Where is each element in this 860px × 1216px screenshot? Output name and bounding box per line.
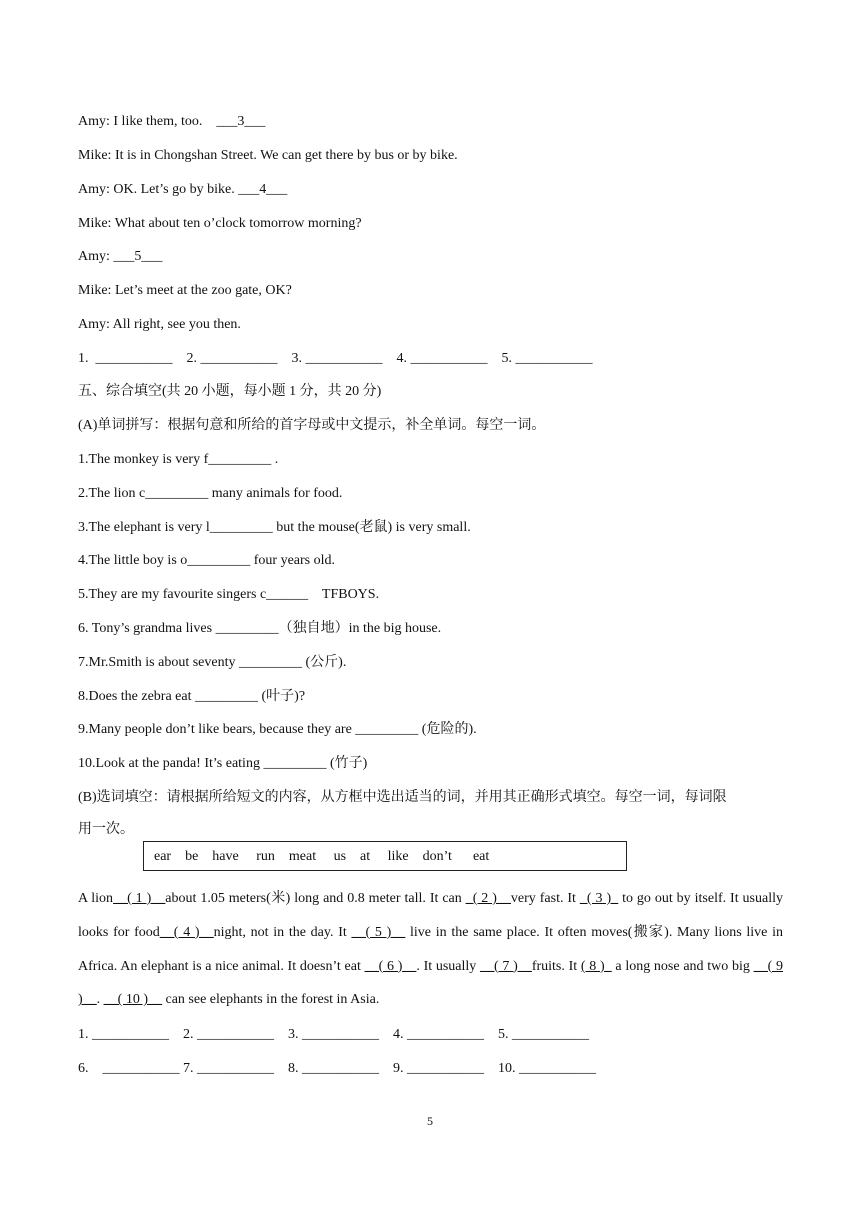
page-number: 5 xyxy=(427,1114,433,1128)
blank-10: __( 10 )__ xyxy=(103,992,162,1008)
list-item: 6. Tony’s grandma lives _________（独自地）in the big house. xyxy=(78,621,442,636)
section-five-title: 五、综合填空(共 20 小题，每小题 1 分，共 20 分) xyxy=(78,384,382,399)
passage-text: can see elephants in the forest in Asia. xyxy=(162,992,380,1008)
blank-4: __( 4 )__ xyxy=(159,924,214,940)
part-a-instruction: (A)单词拼写：根据句意和所给的首字母或中文提示，补全单词。每空一词。 xyxy=(78,418,546,433)
answer-blanks-b-row2: 6. ___________ 7. ___________ 8. ___________ 9. ___________ 10. ___________ xyxy=(78,1061,596,1076)
dialogue-line: Amy: ___5___ xyxy=(78,249,163,264)
blank-9: __( 9 )__ xyxy=(78,958,783,1008)
list-item: 3.The elephant is very l_________ but the mouse(老鼠) is very small. xyxy=(78,520,471,535)
answer-blanks-b-row1: 1. ___________ 2. ___________ 3. ___________ 4. ___________ 5. ___________ xyxy=(78,1027,589,1042)
word-box xyxy=(143,841,627,871)
list-item: 5.They are my favourite singers c______ TFBOYS. xyxy=(78,587,380,602)
blank-5: __( 5 )__ xyxy=(351,924,406,940)
part-b-instruction: (B)选词填空：请根据所给短文的内容，从方框中选出适当的词，并用其正确形式填空。每空一词，每词限 xyxy=(78,790,727,805)
dialogue-line: Mike: Let’s meet at the zoo gate, OK? xyxy=(78,283,292,298)
list-item: 8.Does the zebra eat _________ (叶子)? xyxy=(78,689,306,704)
blank-2: _( 2 )__ xyxy=(465,891,511,906)
dialogue-line: Amy: OK. Let’s go by bike. ___4___ xyxy=(78,182,288,197)
blank-7: __( 7 )__ xyxy=(480,958,532,974)
passage-text: fruits. It xyxy=(531,958,581,974)
passage-text: night, not in the day. It xyxy=(213,924,352,940)
dialogue-line: Amy: I like them, too. ___3___ xyxy=(78,114,266,129)
passage-text: A lion xyxy=(78,891,114,906)
passage-text: very fast. It xyxy=(510,891,580,906)
list-item: 10.Look at the panda! It’s eating _________ (竹子) xyxy=(78,756,368,771)
list-item: 7.Mr.Smith is about seventy _________ (公斤). xyxy=(78,655,347,670)
blank-6: __( 6 )__ xyxy=(364,958,417,974)
passage-text: . It usually xyxy=(416,958,481,974)
blank-1: __( 1 )__ xyxy=(113,891,166,906)
passage-text: to go out by itself. It usually looks for food xyxy=(78,891,783,940)
passage-text: . xyxy=(96,992,104,1008)
passage-text: live in the same place. It often moves(搬家). Many lions live in Africa. An elephant is a nice animal. It doesn’t eat xyxy=(78,924,784,974)
word-box-words: ear be have run meat us at like don’t eat xyxy=(154,849,490,864)
passage-text: a long nose and two big xyxy=(611,958,754,974)
list-item: 4.The little boy is o_________ four years old. xyxy=(78,553,336,568)
blank-3: _( 3 )_ xyxy=(579,891,619,906)
answer-blanks-1-5: 1. ___________ 2. ___________ 3. ___________ 4. ___________ 5. ___________ xyxy=(78,351,593,366)
dialogue-line: Mike: It is in Chongshan Street. We can get there by bus or by bike. xyxy=(78,148,458,163)
blank-8: ( 8 )_ xyxy=(580,958,612,974)
passage xyxy=(78,882,783,1017)
list-item: 9.Many people don’t like bears, because they are _________ (危险的). xyxy=(78,722,477,737)
list-item: 1.The monkey is very f_________ . xyxy=(78,452,279,467)
part-b-instruction-cont: 用一次。 xyxy=(78,822,134,837)
passage-text: about 1.05 meters(米) long and 0.8 meter tall. It can xyxy=(165,891,466,906)
list-item: 2.The lion c_________ many animals for food. xyxy=(78,486,343,501)
dialogue-line: Mike: What about ten o’clock tomorrow morning? xyxy=(78,216,362,231)
dialogue-line: Amy: All right, see you then. xyxy=(78,317,241,332)
